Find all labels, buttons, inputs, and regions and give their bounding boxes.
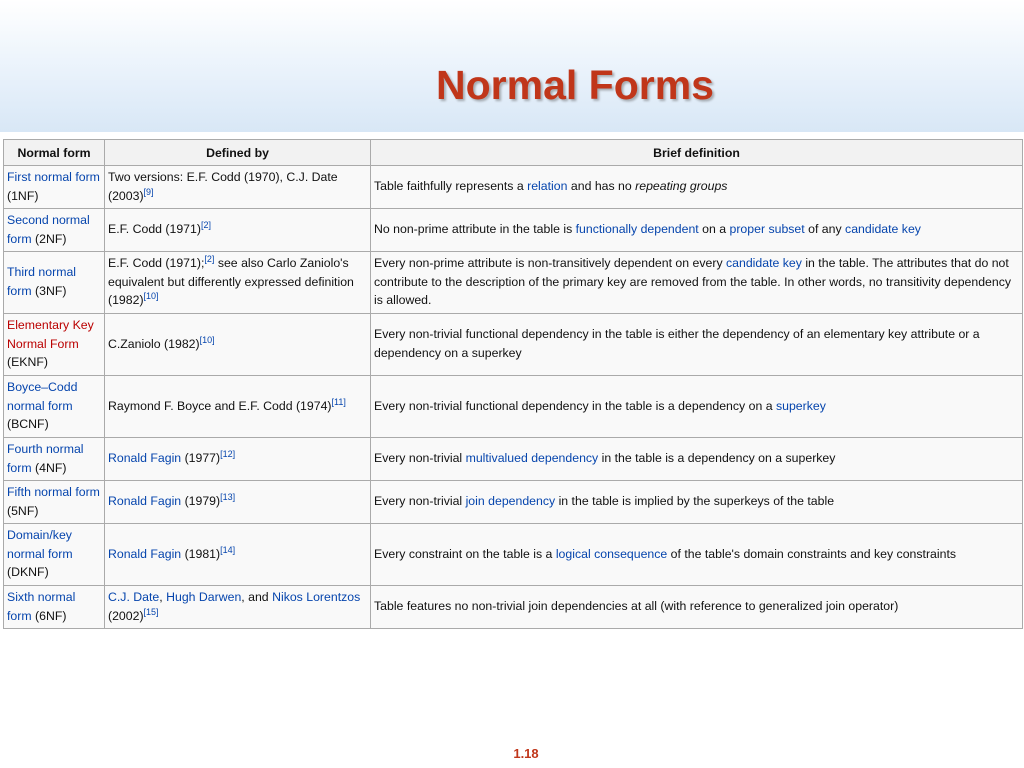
table-header-row	[4, 140, 1023, 166]
defined-by-text: (2002)	[108, 608, 144, 623]
brief-definition-cell	[371, 480, 1023, 523]
normal-form-abbrev: (DKNF)	[7, 565, 49, 580]
defined-by-text: , and	[241, 589, 273, 604]
header-normal-form: Normal form	[4, 140, 105, 166]
defined-by-text: C.Zaniolo (1982)	[108, 336, 200, 351]
author-link[interactable]: Hugh Darwen	[166, 589, 242, 604]
normal-form-link[interactable]: Fifth normal form	[7, 484, 100, 499]
normal-form-link[interactable]: Second normal form	[7, 212, 90, 246]
citation-link[interactable]: [10]	[143, 291, 159, 302]
author-link[interactable]: Ronald Fagin	[108, 546, 182, 561]
definition-text: in the table is a dependency on a superkey	[598, 451, 836, 466]
definition-text: No non-prime attribute in the table is	[374, 222, 576, 237]
table-row	[4, 251, 1023, 313]
definition-text: on a	[698, 222, 730, 237]
definition-link[interactable]: functionally dependent	[575, 222, 699, 237]
citation-link[interactable]: [2]	[204, 253, 215, 264]
defined-by-cell	[105, 523, 371, 585]
defined-by-cell	[105, 166, 371, 209]
normal-form-link[interactable]: First normal form	[7, 170, 100, 184]
page-number: 1.18	[513, 746, 539, 761]
normal-form-abbrev: (3NF)	[31, 284, 67, 299]
definition-text: in the table. The attributes that do not contribute to the description of the primary key are removed from the table. In other words, no transitivity dependency is allowed.	[374, 255, 1012, 308]
normal-forms-table	[3, 139, 1023, 629]
defined-by-text: Two versions: E.F. Codd (1970), C.J. Date (2003)	[108, 170, 338, 203]
brief-definition-cell	[371, 375, 1023, 437]
normal-form-cell	[4, 208, 105, 251]
normal-form-cell	[4, 313, 105, 375]
citation-link[interactable]: [10]	[199, 334, 215, 345]
normal-form-cell	[4, 375, 105, 437]
definition-text: Table faithfully represents a	[374, 179, 528, 194]
table-row	[4, 523, 1023, 585]
normal-form-cell	[4, 585, 105, 628]
citation-link[interactable]: [14]	[220, 544, 236, 555]
definition-link[interactable]: join dependency	[465, 494, 556, 509]
defined-by-text: see also Carlo Zaniolo's equivalent but differently expressed definition (1982)	[108, 255, 354, 308]
definition-text: and has no	[567, 179, 636, 194]
defined-by-text: ,	[159, 589, 167, 604]
definition-text: Table features no non-trivial join dependencies at all (with reference to generalized join operator)	[374, 599, 899, 614]
normal-form-link[interactable]: Fourth normal form	[7, 441, 84, 475]
normal-form-cell	[4, 166, 105, 209]
brief-definition-cell	[371, 166, 1023, 209]
definition-link[interactable]: multivalued dependency	[465, 451, 599, 466]
table-row	[4, 480, 1023, 523]
definition-text: Every non-prime attribute is non-transitively dependent on every	[374, 255, 727, 270]
author-link[interactable]: Ronald Fagin	[108, 451, 182, 466]
slide-title: Normal Forms	[436, 62, 714, 108]
normal-form-cell	[4, 437, 105, 480]
normal-form-abbrev: (5NF)	[7, 503, 39, 518]
definition-text: Every non-trivial	[374, 494, 466, 509]
citation-link[interactable]: [15]	[143, 606, 159, 617]
definition-link[interactable]: candidate key	[845, 222, 921, 237]
definition-link[interactable]: superkey	[775, 398, 826, 413]
citation-link[interactable]: [11]	[331, 396, 346, 407]
defined-by-cell	[105, 313, 371, 375]
definition-text: Every non-trivial	[374, 451, 466, 466]
defined-by-text: Raymond F. Boyce and E.F. Codd (1974)	[108, 398, 332, 413]
table-row	[4, 208, 1023, 251]
definition-link[interactable]: candidate key	[726, 255, 802, 270]
defined-by-text: (1977)	[181, 451, 221, 466]
normal-form-abbrev: (6NF)	[31, 608, 67, 623]
definition-link[interactable]: logical consequence	[555, 546, 668, 561]
table-row	[4, 375, 1023, 437]
definition-text: Every constraint on the table is a	[374, 546, 556, 561]
defined-by-cell	[105, 437, 371, 480]
defined-by-text: E.F. Codd (1971);	[108, 255, 205, 270]
normal-form-link[interactable]: Sixth normal form	[7, 589, 76, 623]
defined-by-text: E.F. Codd (1971)	[108, 222, 201, 237]
citation-link[interactable]: [2]	[200, 220, 211, 231]
definition-link[interactable]: proper subset	[729, 222, 805, 237]
normal-form-cell	[4, 523, 105, 585]
normal-form-abbrev: (EKNF)	[7, 355, 48, 370]
defined-by-cell	[105, 208, 371, 251]
brief-definition-cell	[371, 208, 1023, 251]
definition-emphasis: repeating groups	[635, 179, 728, 194]
normal-form-link[interactable]: Boyce–Codd normal form	[7, 379, 78, 413]
citation-link[interactable]: [13]	[220, 492, 236, 503]
table-row	[4, 437, 1023, 480]
brief-definition-cell	[371, 437, 1023, 480]
normal-form-link[interactable]: Domain/key normal form	[7, 527, 73, 561]
brief-definition-cell	[371, 523, 1023, 585]
definition-text: of the table's domain constraints and key constraints	[667, 546, 957, 561]
normal-form-link[interactable]: Elementary Key Normal Form	[7, 317, 94, 351]
brief-definition-cell	[371, 585, 1023, 628]
defined-by-text: (1979)	[181, 494, 221, 509]
table-row	[4, 313, 1023, 375]
author-link[interactable]: C.J. Date	[108, 589, 160, 604]
definition-link[interactable]: relation	[527, 179, 568, 194]
definition-text: in the table is implied by the superkeys of the table	[555, 494, 835, 509]
header-defined-by: Defined by	[105, 140, 371, 166]
brief-definition-cell	[371, 251, 1023, 313]
defined-by-cell	[105, 251, 371, 313]
defined-by-text: (1981)	[181, 546, 221, 561]
definition-text: of any	[804, 222, 846, 237]
header-brief-definition: Brief definition	[371, 140, 1023, 166]
definition-text: Every non-trivial functional dependency in the table is either the dependency of an elementary key attribute or a dependency on a superkey	[374, 327, 980, 361]
normal-form-cell	[4, 480, 105, 523]
normal-form-link[interactable]: Third normal form	[7, 265, 77, 299]
citation-link[interactable]: [9]	[143, 186, 154, 197]
defined-by-cell	[105, 480, 371, 523]
defined-by-cell	[105, 585, 371, 628]
table-row	[4, 166, 1023, 209]
defined-by-cell	[105, 375, 371, 437]
citation-link[interactable]: [12]	[220, 449, 236, 460]
brief-definition-cell	[371, 313, 1023, 375]
author-link[interactable]: Nikos Lorentzos	[272, 589, 361, 604]
normal-form-abbrev: (4NF)	[31, 460, 67, 475]
table-row	[4, 585, 1023, 628]
author-link[interactable]: Ronald Fagin	[108, 494, 182, 509]
normal-form-cell	[4, 251, 105, 313]
normal-form-abbrev: (BCNF)	[7, 417, 49, 432]
normal-form-abbrev: (1NF)	[7, 188, 39, 203]
normal-form-abbrev: (2NF)	[31, 231, 67, 246]
definition-text: Every non-trivial functional dependency in the table is a dependency on a	[374, 398, 776, 413]
